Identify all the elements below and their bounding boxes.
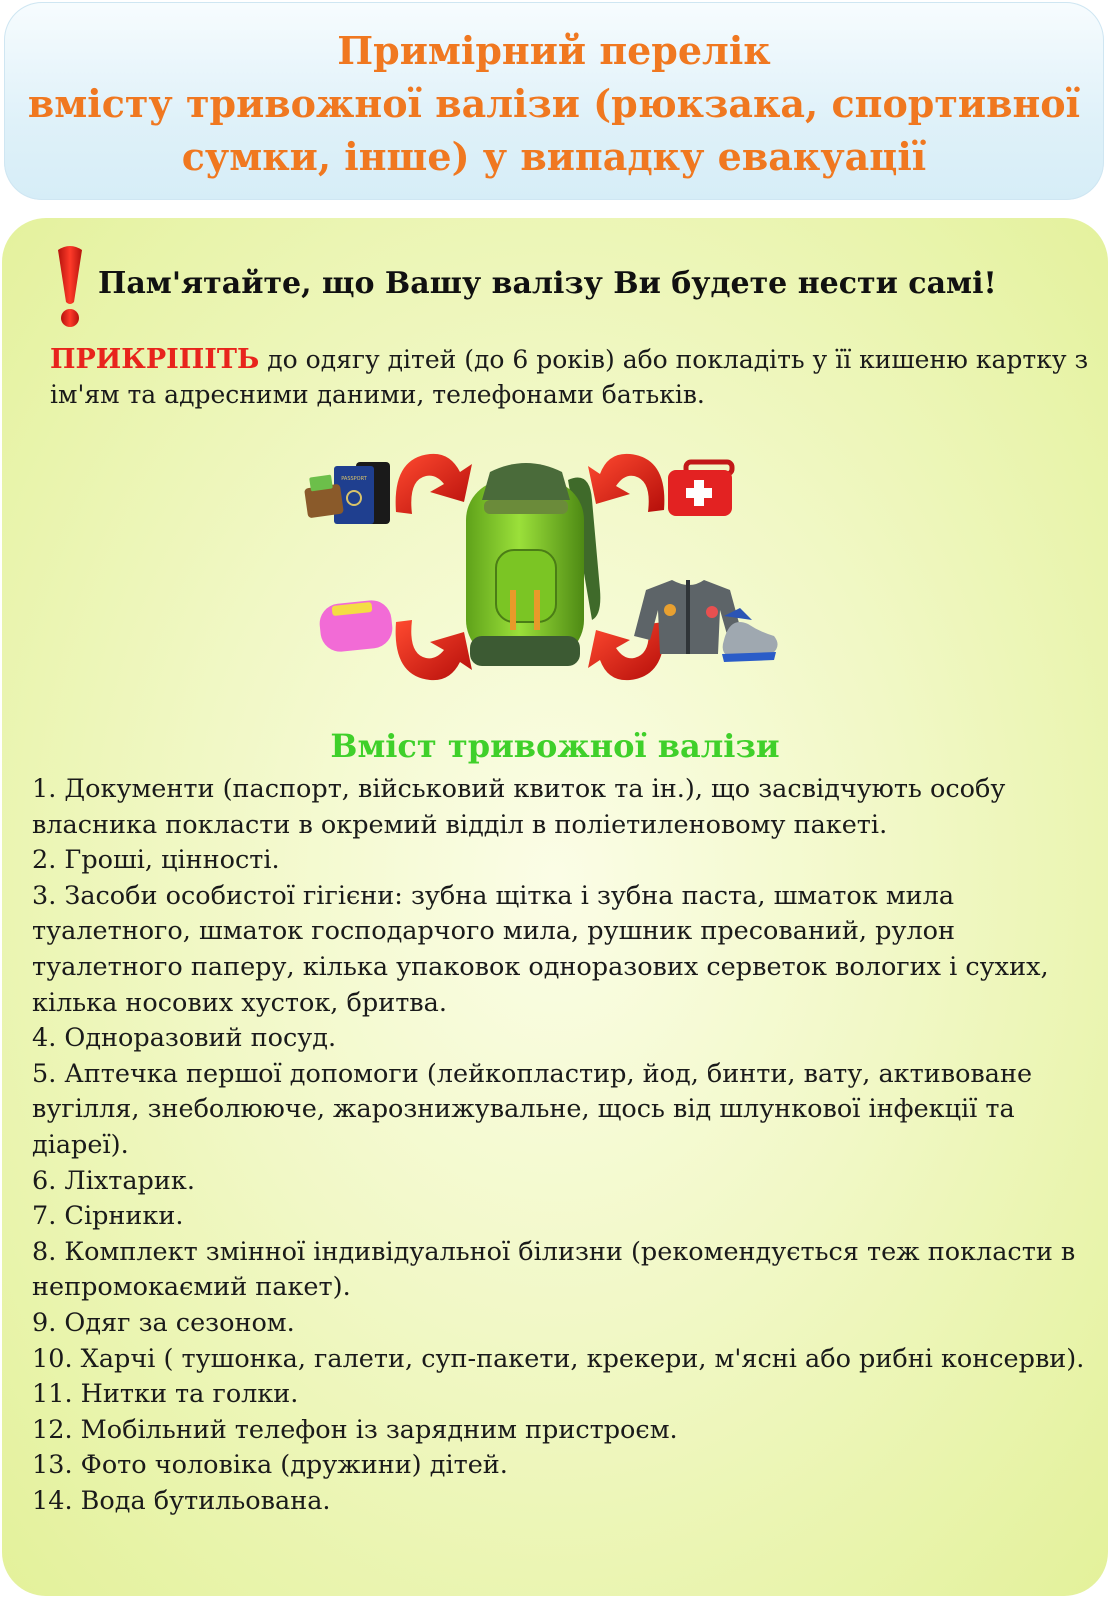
list-item: 10. Харчі ( тушонка, галети, суп-пакети, крекери, м'ясні або рибні консерви). bbox=[32, 1343, 1085, 1374]
backpack-icon bbox=[466, 463, 600, 666]
list-item: 12. Мобільний телефон із зарядним пристроєм. bbox=[32, 1414, 678, 1445]
list-item: 3. Засоби особистої гігієни: зубна щітка і зубна паста, шматок мила туалетного, шматок господарчого мила, рушник пресований, рулон туалетного паперу, кілька упаковок одноразових серветок вологих і сухих, кілька носових хусток, бритва. bbox=[32, 880, 1049, 1018]
red-arrow-icon bbox=[588, 454, 664, 512]
list-item: 7. Сірники. bbox=[32, 1201, 184, 1232]
list-item: 14. Вода бутильована. bbox=[32, 1485, 331, 1516]
list-item: 1. Документи (паспорт, військовий квиток та ін.), що засвідчують особу власника покласти в окремий відділ в поліетиленовому пакеті. bbox=[32, 774, 1006, 840]
page-title bbox=[4, 24, 1104, 183]
title-line: сумки, інше) у випадку евакуації bbox=[181, 134, 927, 179]
red-arrow-icon bbox=[396, 620, 472, 680]
attach-instruction bbox=[50, 342, 1090, 412]
list-item: 4. Одноразовий посуд. bbox=[32, 1023, 337, 1054]
attach-text: до одягу дітей (до 6 років) або покладіть у її кишеню картку з ім'ям та адресними даними, телефонами батьків. bbox=[50, 345, 1089, 409]
remember-text: Пам'ятайте, що Вашу валізу Ви будете нести самі! bbox=[98, 266, 997, 301]
passport-label: PASSPORT bbox=[341, 476, 367, 482]
first-aid-kit-icon bbox=[668, 462, 732, 516]
red-arrow-icon bbox=[588, 622, 664, 680]
remember-notice bbox=[52, 244, 1102, 334]
title-line: вмісту тривожної валізи (рюкзака, спортивної bbox=[27, 81, 1081, 126]
list-item: 11. Нитки та голки. bbox=[32, 1379, 299, 1410]
title-line: Примірний перелік bbox=[337, 28, 771, 73]
red-arrow-icon bbox=[396, 454, 472, 514]
evacuation-bag-illustration bbox=[300, 440, 800, 690]
list-item: 2. Гроші, цінності. bbox=[32, 845, 280, 876]
contents-title: Вміст тривожної валізи bbox=[330, 727, 780, 765]
soap-icon bbox=[318, 598, 395, 653]
list-item: 6. Ліхтарик. bbox=[32, 1165, 195, 1196]
passport-wallet-icon bbox=[304, 462, 390, 524]
sneaker-icon bbox=[722, 608, 778, 662]
contents-list bbox=[32, 772, 1094, 1519]
list-item: 8. Комплект змінної індивідуальної білизни (рекомендується теж покласти в непромокаємий пакет). bbox=[32, 1236, 1076, 1303]
list-item: 13. Фото чоловіка (дружини) дітей. bbox=[32, 1450, 508, 1481]
attach-highlight: ПРИКРІПІТЬ bbox=[50, 344, 260, 375]
header-banner bbox=[4, 2, 1104, 200]
exclamation-icon bbox=[52, 244, 88, 330]
list-item: 5. Аптечка першої допомоги (лейкопластир, йод, бинти, вату, активоване вугілля, знеболююче, жарознижувальне, щось від шлункової інфекції та діареї). bbox=[32, 1058, 1033, 1160]
list-item: 9. Одяг за сезоном. bbox=[32, 1307, 295, 1338]
